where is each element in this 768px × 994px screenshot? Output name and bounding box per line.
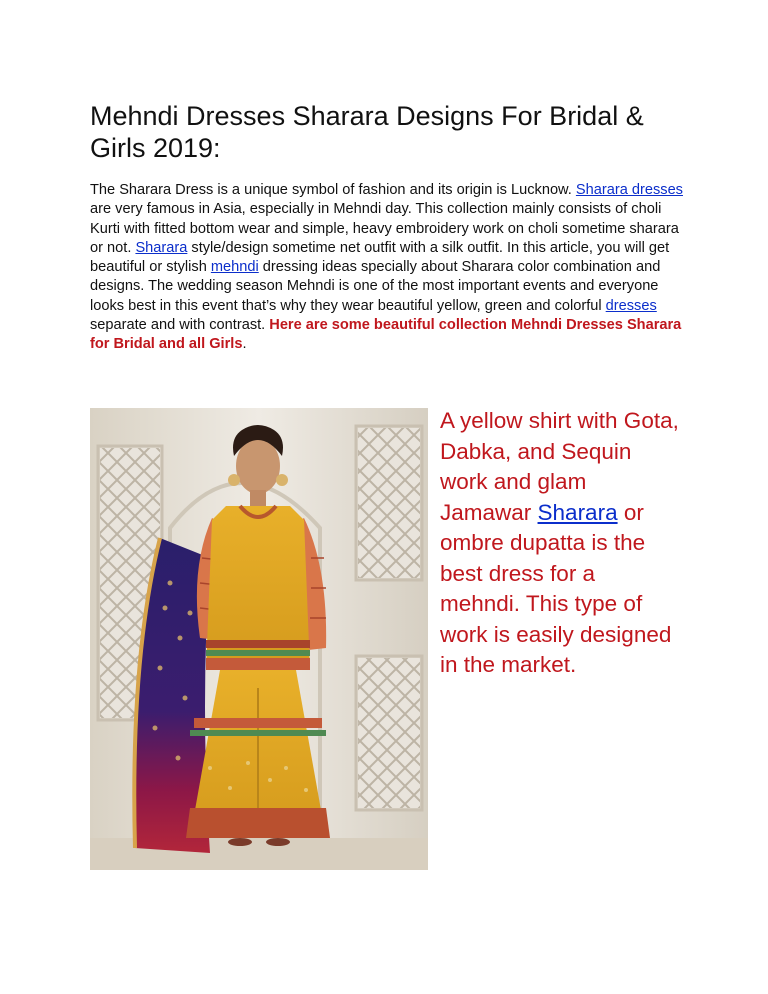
dress-photo: [90, 408, 428, 870]
intro-text: are very famous in Asia, especially in Mehndi day. This collection mainly consists of choli Kurti with fitted bottom wear and simple, heavy embroidery work on choli sometime sharara or not.: [90, 201, 679, 256]
collection-callout: Here are some beautiful collection Mehndi Dresses Sharara for Bridal and all Girls: [90, 317, 682, 353]
intro-text: dressing ideas specially about Sharara color combination and designs. The wedding season Mehndi is one of the most important events and everyone looks best in this event that’s why they wear beautiful yellow, green and colorful: [90, 259, 661, 314]
page-title: Mehndi Dresses Sharara Designs For Bridal & Girls 2019:: [90, 101, 644, 163]
dresses-link[interactable]: dresses: [605, 297, 657, 314]
intro-paragraph: [90, 181, 685, 355]
sharara-link[interactable]: Sharara: [135, 239, 188, 256]
intro-text: The Sharara Dress is a unique symbol of fashion and its origin is Lucknow.: [90, 182, 576, 198]
intro-text: .: [242, 336, 247, 353]
intro-text: style/design sometime net outfit with a silk outfit. In this article, you will get beautiful or stylish: [90, 239, 670, 276]
mehndi-link[interactable]: mehndi: [210, 259, 259, 276]
caption-text: A yellow shirt with Gota, Dabka, and Sequin work and glam Jamawar: [440, 408, 679, 525]
intro-text: separate and with contrast.: [90, 317, 270, 334]
photo-caption: [440, 406, 680, 681]
caption-sharara-link[interactable]: Sharara: [537, 499, 618, 525]
sharara-dresses-link[interactable]: Sharara dresses: [575, 182, 683, 198]
caption-text: or ombre dupatta is the best dress for a mehndi. This type of work is easily designed in the market.: [440, 499, 672, 677]
